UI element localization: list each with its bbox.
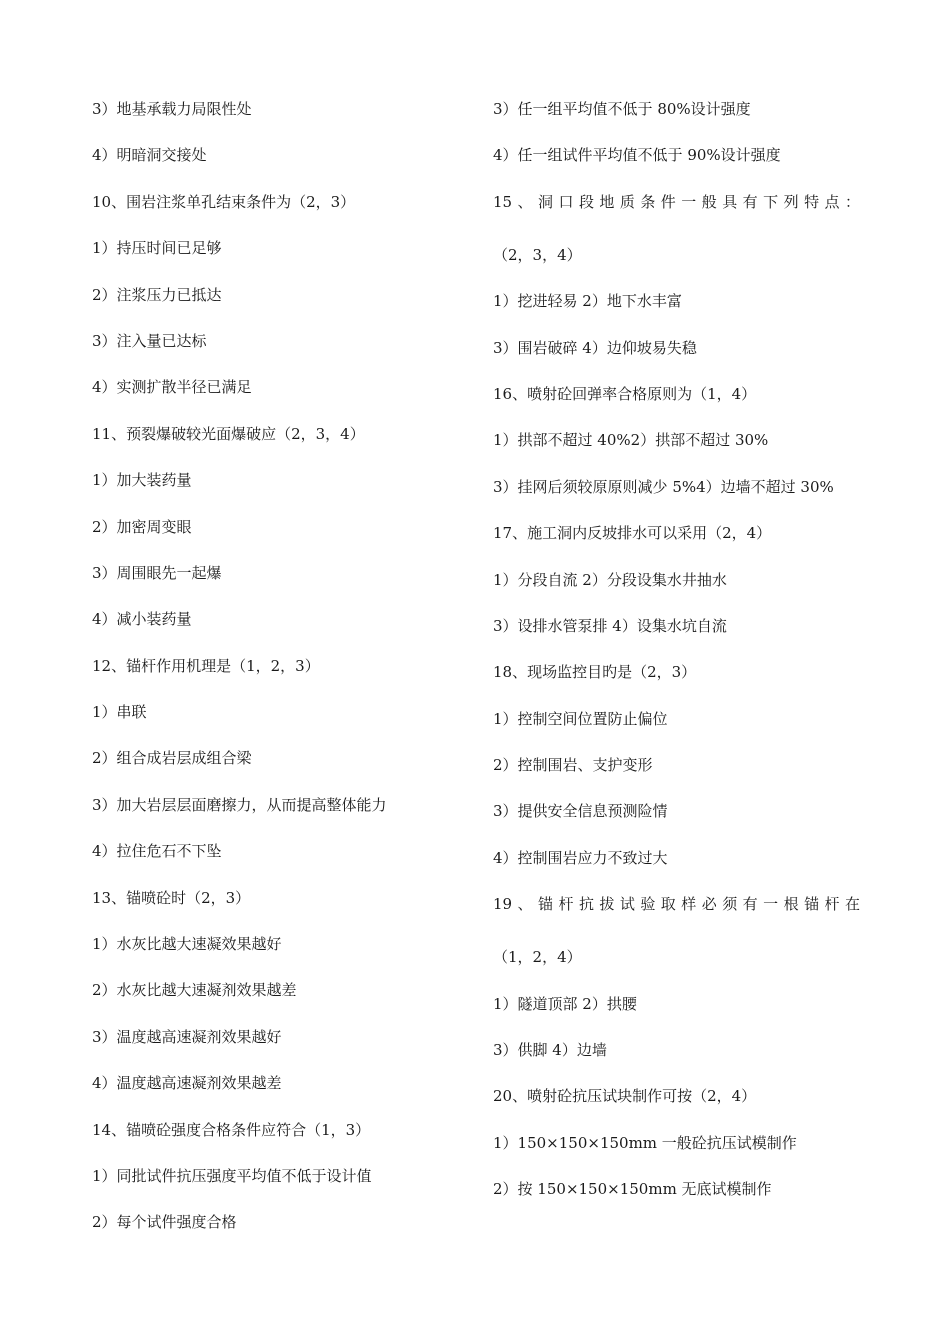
question-heading: 14、锚喷砼强度合格条件应符合（1，3） bbox=[92, 1120, 371, 1139]
right-column bbox=[493, 98, 860, 1225]
left-column bbox=[92, 98, 467, 1258]
text-line: 2）加密周变眼 bbox=[92, 517, 192, 536]
text-line: 4）拉住危石不下坠 bbox=[92, 842, 222, 861]
text-line: 3）注入量已达标 bbox=[92, 331, 207, 350]
text-line: 1）隧道顶部 2）拱腰 bbox=[493, 994, 637, 1013]
text-line: 4）任一组试件平均值不低于 90%设计强度 bbox=[493, 146, 781, 165]
text-line: 1）拱部不超过 40%2）拱部不超过 30% bbox=[493, 431, 769, 450]
text-line: 3）任一组平均值不低于 80%设计强度 bbox=[493, 100, 751, 118]
question-heading: 13、锚喷砼时（2，3） bbox=[92, 888, 251, 907]
text-line: 1）挖进轻易 2）地下水丰富 bbox=[493, 292, 682, 311]
text-line: 2）按 150×150×150mm 无底试模制作 bbox=[493, 1180, 772, 1199]
text-line: 3）提供安全信息预测险情 bbox=[493, 802, 668, 821]
question-heading: 18、现场监控目旳是（2，3） bbox=[493, 663, 697, 682]
text-line: 3）围岩破碎 4）边仰坡易失稳 bbox=[493, 338, 697, 357]
text-line: 2）控制围岩、支护变形 bbox=[493, 756, 653, 775]
text-line: 2）每个试件强度合格 bbox=[92, 1213, 237, 1232]
text-line: 3）周围眼先一起爆 bbox=[92, 563, 222, 582]
answer-key: （2，3，4） bbox=[493, 245, 582, 264]
text-line: 1）加大装药量 bbox=[92, 471, 192, 490]
text-line: 4）明暗洞交接处 bbox=[92, 146, 207, 165]
text-line: 2）注浆压力已抵达 bbox=[92, 285, 222, 304]
text-line: 4）控制围岩应力不致过大 bbox=[493, 848, 668, 867]
question-heading: 15、洞口段地质条件一般具有下列特点： bbox=[493, 192, 860, 211]
text-line: 1）150×150×150mm 一般砼抗压试模制作 bbox=[493, 1133, 797, 1152]
text-line: 1）同批试件抗压强度平均值不低于设计值 bbox=[92, 1166, 372, 1185]
text-line: 3）加大岩层层面磨擦力，从而提高整体能力 bbox=[92, 795, 387, 814]
text-line: 2）组合成岩层成组合梁 bbox=[92, 749, 252, 768]
text-line: 1）分段自流 2）分段设集水井抽水 bbox=[493, 570, 727, 589]
text-line: 1）串联 bbox=[92, 703, 147, 722]
question-heading: 10、围岩注浆单孔结束条件为（2，3） bbox=[92, 192, 356, 211]
text-line: 1）持压时间已足够 bbox=[92, 239, 222, 258]
text-line: 3）地基承载力局限性处 bbox=[92, 100, 252, 118]
answer-key: （1，2，4） bbox=[493, 948, 582, 967]
question-heading: 11、预裂爆破较光面爆破应（2，3，4） bbox=[92, 424, 365, 443]
question-heading: 17、施工洞内反坡排水可以采用（2，4） bbox=[493, 524, 772, 543]
text-line: 3）供脚 4）边墙 bbox=[493, 1041, 607, 1060]
question-heading: 12、锚杆作用机理是（1，2，3） bbox=[92, 656, 320, 675]
question-heading: 16、喷射砼回弹率合格原则为（1，4） bbox=[493, 384, 757, 403]
text-line: 3）温度越高速凝剂效果越好 bbox=[92, 1027, 282, 1046]
question-heading: 20、喷射砼抗压试块制作可按（2，4） bbox=[493, 1087, 757, 1106]
text-line: 4）减小装药量 bbox=[92, 610, 192, 629]
text-line: 1）水灰比越大速凝效果越好 bbox=[92, 935, 282, 954]
text-line: 3）设排水管泵排 4）设集水坑自流 bbox=[493, 616, 727, 635]
question-heading: 19、锚杆抗拔试验取样必须有一根锚杆在 bbox=[493, 895, 860, 914]
text-line: 4）温度越高速凝剂效果越差 bbox=[92, 1074, 282, 1093]
text-line: 3）挂网后须较原原则减少 5%4）边墙不超过 30% bbox=[493, 477, 834, 496]
text-line: 1）控制空间位置防止偏位 bbox=[493, 709, 668, 728]
text-line: 4）实测扩散半径已满足 bbox=[92, 378, 252, 397]
text-line: 2）水灰比越大速凝剂效果越差 bbox=[92, 981, 297, 1000]
